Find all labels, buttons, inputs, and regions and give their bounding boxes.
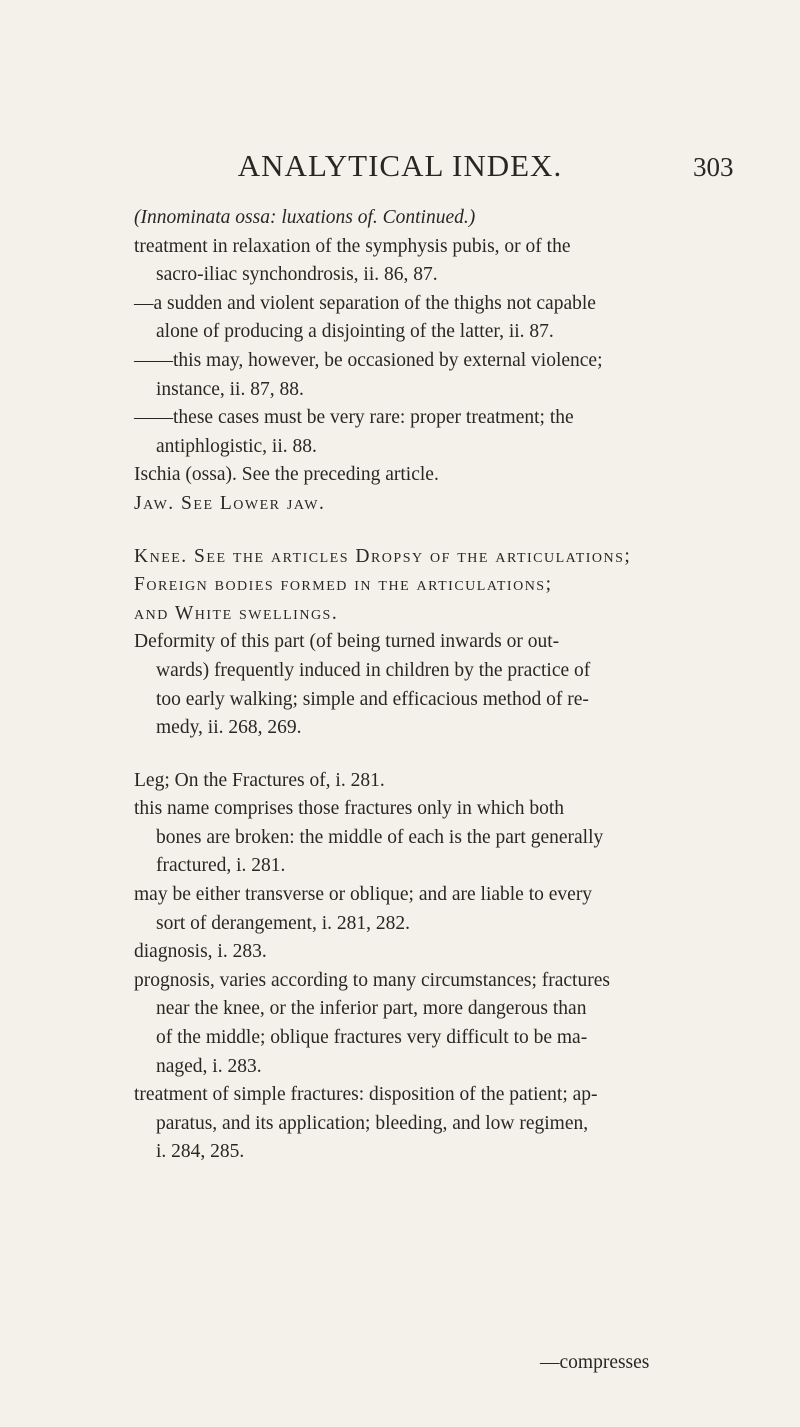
page-title: ANALYTICAL INDEX. <box>237 148 563 183</box>
entry-knee: Foreign bodies formed in the articulations; <box>134 574 553 596</box>
entry-line: sort of derangement, i. 281, 282. <box>156 912 410 934</box>
entry-line: treatment of simple fractures: disposition of the patient; ap- <box>134 1084 598 1106</box>
entry-line: instance, ii. 87, 88. <box>156 378 304 400</box>
entry-ischia: Ischia (ossa). See the preceding article. <box>134 464 439 486</box>
entry-line: near the knee, or the inferior part, more dangerous than <box>156 998 587 1020</box>
entry-line: prognosis, varies according to many circumstances; fractures <box>134 969 610 991</box>
entry-line: this name comprises those fractures only in which both <box>134 798 564 820</box>
entry-line: Deformity of this part (of being turned inwards or out- <box>134 631 560 653</box>
index-body <box>134 204 654 1167</box>
entry-line: medy, ii. 268, 269. <box>156 717 302 739</box>
entry-line: naged, i. 283. <box>156 1055 262 1077</box>
entry-line: ——this may, however, be occasioned by external violence; <box>134 349 603 371</box>
entry-leg: Leg; On the Fractures of, i. 281. <box>134 769 385 791</box>
entry-jaw: Jaw. See Lower jaw. <box>134 492 326 514</box>
entry-line: paratus, and its application; bleeding, and low regimen, <box>156 1112 589 1134</box>
entry-line: alone of producing a disjointing of the latter, ii. 87. <box>156 321 554 343</box>
entry-line: treatment in relaxation of the symphysis pubis, or of the <box>134 235 571 257</box>
entry-line: i. 284, 285. <box>156 1141 245 1163</box>
entry-line: too early walking; simple and efficacious method of re- <box>156 688 589 710</box>
entry-line: sacro-iliac synchondrosis, ii. 86, 87. <box>156 264 438 286</box>
entry-line: diagnosis, i. 283. <box>134 941 267 963</box>
entry-line: —a sudden and violent separation of the thighs not capable <box>134 292 596 314</box>
entry-line: may be either transverse or oblique; and are liable to every <box>134 884 593 906</box>
entry-continuation-head: (Innominata ossa: luxations of. Continued.) <box>134 207 476 228</box>
catchword: —compresses <box>540 1352 650 1373</box>
entry-line: ——these cases must be very rare: proper treatment; the <box>134 407 574 429</box>
entry-line: wards) frequently induced in children by the practice of <box>156 659 591 681</box>
running-header <box>0 148 800 188</box>
entry-knee: and White swellings. <box>134 602 339 624</box>
entry-line: fractured, i. 281. <box>156 855 286 877</box>
entry-line: antiphlogistic, ii. 88. <box>156 435 317 457</box>
page-number: 303 <box>693 152 734 182</box>
entry-knee: Knee. See the articles Dropsy of the articulations; <box>134 545 632 567</box>
entry-line: bones are broken: the middle of each is the part generally <box>156 826 604 848</box>
entry-line: of the middle; oblique fractures very difficult to be ma- <box>156 1027 588 1049</box>
